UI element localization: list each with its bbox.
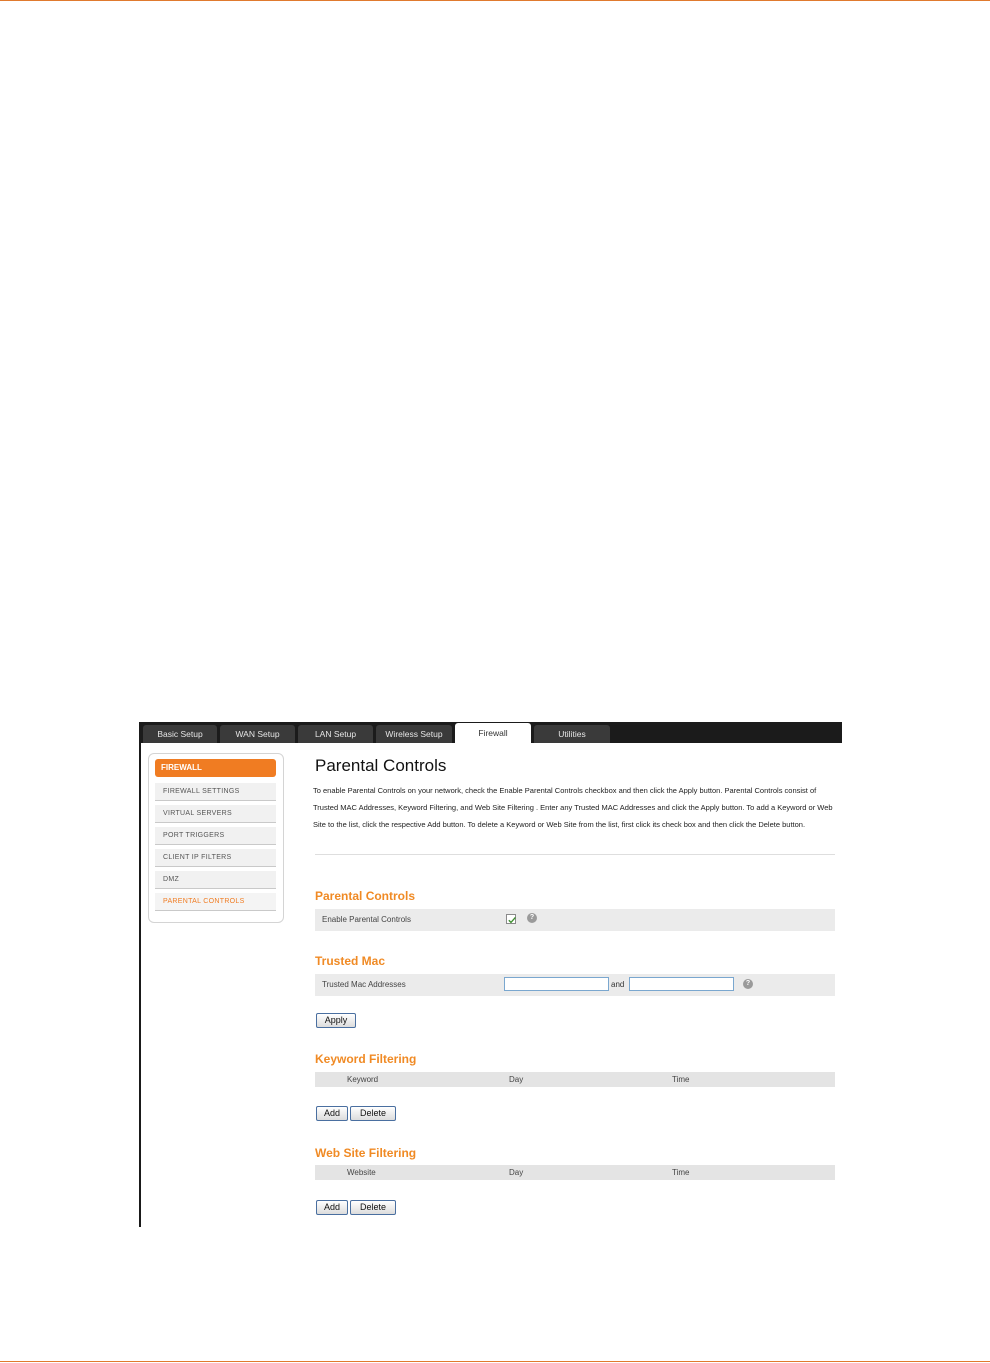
column-header-website: Website bbox=[347, 1168, 376, 1177]
trusted-mac-row bbox=[315, 974, 835, 996]
sidebar-item-client-ip-filters[interactable]: CLIENT IP FILTERS bbox=[155, 849, 276, 867]
sidebar bbox=[148, 753, 284, 923]
tab-utilities[interactable]: Utilities bbox=[534, 725, 610, 743]
tab-firewall[interactable]: Firewall bbox=[455, 723, 531, 743]
checkmark-icon bbox=[507, 915, 517, 925]
column-header-keyword: Keyword bbox=[347, 1075, 379, 1084]
website-add-button[interactable]: Add bbox=[316, 1200, 348, 1215]
sidebar-header: FIREWALL bbox=[155, 759, 276, 777]
divider bbox=[315, 854, 835, 855]
sidebar-item-parental-controls[interactable]: PARENTAL CONTROLS bbox=[155, 893, 276, 911]
enable-parental-controls-label: Enable Parental Controls bbox=[322, 915, 411, 924]
column-header-time: Time bbox=[672, 1168, 690, 1177]
and-label: and bbox=[611, 980, 625, 989]
sidebar-item-virtual-servers[interactable]: VIRTUAL SERVERS bbox=[155, 805, 276, 823]
section-title-website-filtering: Web Site Filtering bbox=[315, 1146, 417, 1160]
help-icon[interactable]: ? bbox=[743, 979, 753, 989]
help-icon[interactable]: ? bbox=[527, 913, 537, 923]
column-header-day: Day bbox=[509, 1168, 524, 1177]
trusted-mac-input-1[interactable] bbox=[504, 977, 609, 991]
tab-wireless-setup[interactable]: Wireless Setup bbox=[376, 725, 452, 743]
keyword-delete-button[interactable]: Delete bbox=[350, 1106, 396, 1121]
router-admin-screenshot bbox=[139, 722, 842, 1227]
keyword-add-button[interactable]: Add bbox=[316, 1106, 348, 1121]
section-title-trusted-mac: Trusted Mac bbox=[315, 954, 386, 968]
trusted-mac-label: Trusted Mac Addresses bbox=[322, 980, 406, 989]
sidebar-item-firewall-settings[interactable]: FIREWALL SETTINGS bbox=[155, 783, 276, 801]
trusted-mac-input-2[interactable] bbox=[629, 977, 734, 991]
enable-parental-controls-checkbox[interactable] bbox=[506, 914, 516, 924]
tab-basic-setup[interactable]: Basic Setup bbox=[143, 725, 217, 743]
section-title-keyword-filtering: Keyword Filtering bbox=[315, 1052, 417, 1066]
main-content bbox=[315, 722, 835, 1227]
apply-button[interactable]: Apply bbox=[316, 1013, 356, 1028]
page-top-rule bbox=[0, 0, 990, 1]
section-title-parental-controls: Parental Controls bbox=[315, 889, 416, 903]
page-bottom-rule bbox=[0, 1361, 990, 1362]
intro-text: To enable Parental Controls on your network, check the Enable Parental Controls checkbox and then click the Apply button. Parental Controls consist of Trusted MAC Addresses, Keyword Filtering, and Web Site Filtering . Enter any Trusted MAC Addresses and click the Apply button. To add a Keyword or Web Site to the list, click the respective Add button. To delete a Keyword or Web Site from the list, first click its check box and then click the Delete button. bbox=[313, 786, 833, 829]
screenshot-left-border bbox=[139, 722, 141, 1227]
enable-parental-controls-row bbox=[315, 909, 835, 931]
keyword-table-header bbox=[315, 1072, 835, 1087]
sidebar-item-dmz[interactable]: DMZ bbox=[155, 871, 276, 889]
website-delete-button[interactable]: Delete bbox=[350, 1200, 396, 1215]
column-header-day: Day bbox=[509, 1075, 524, 1084]
tab-lan-setup[interactable]: LAN Setup bbox=[298, 725, 373, 743]
page-title: Parental Controls bbox=[315, 756, 447, 775]
column-header-time: Time bbox=[672, 1075, 690, 1084]
website-table-header bbox=[315, 1165, 835, 1180]
tab-wan-setup[interactable]: WAN Setup bbox=[220, 725, 295, 743]
sidebar-item-port-triggers[interactable]: PORT TRIGGERS bbox=[155, 827, 276, 845]
